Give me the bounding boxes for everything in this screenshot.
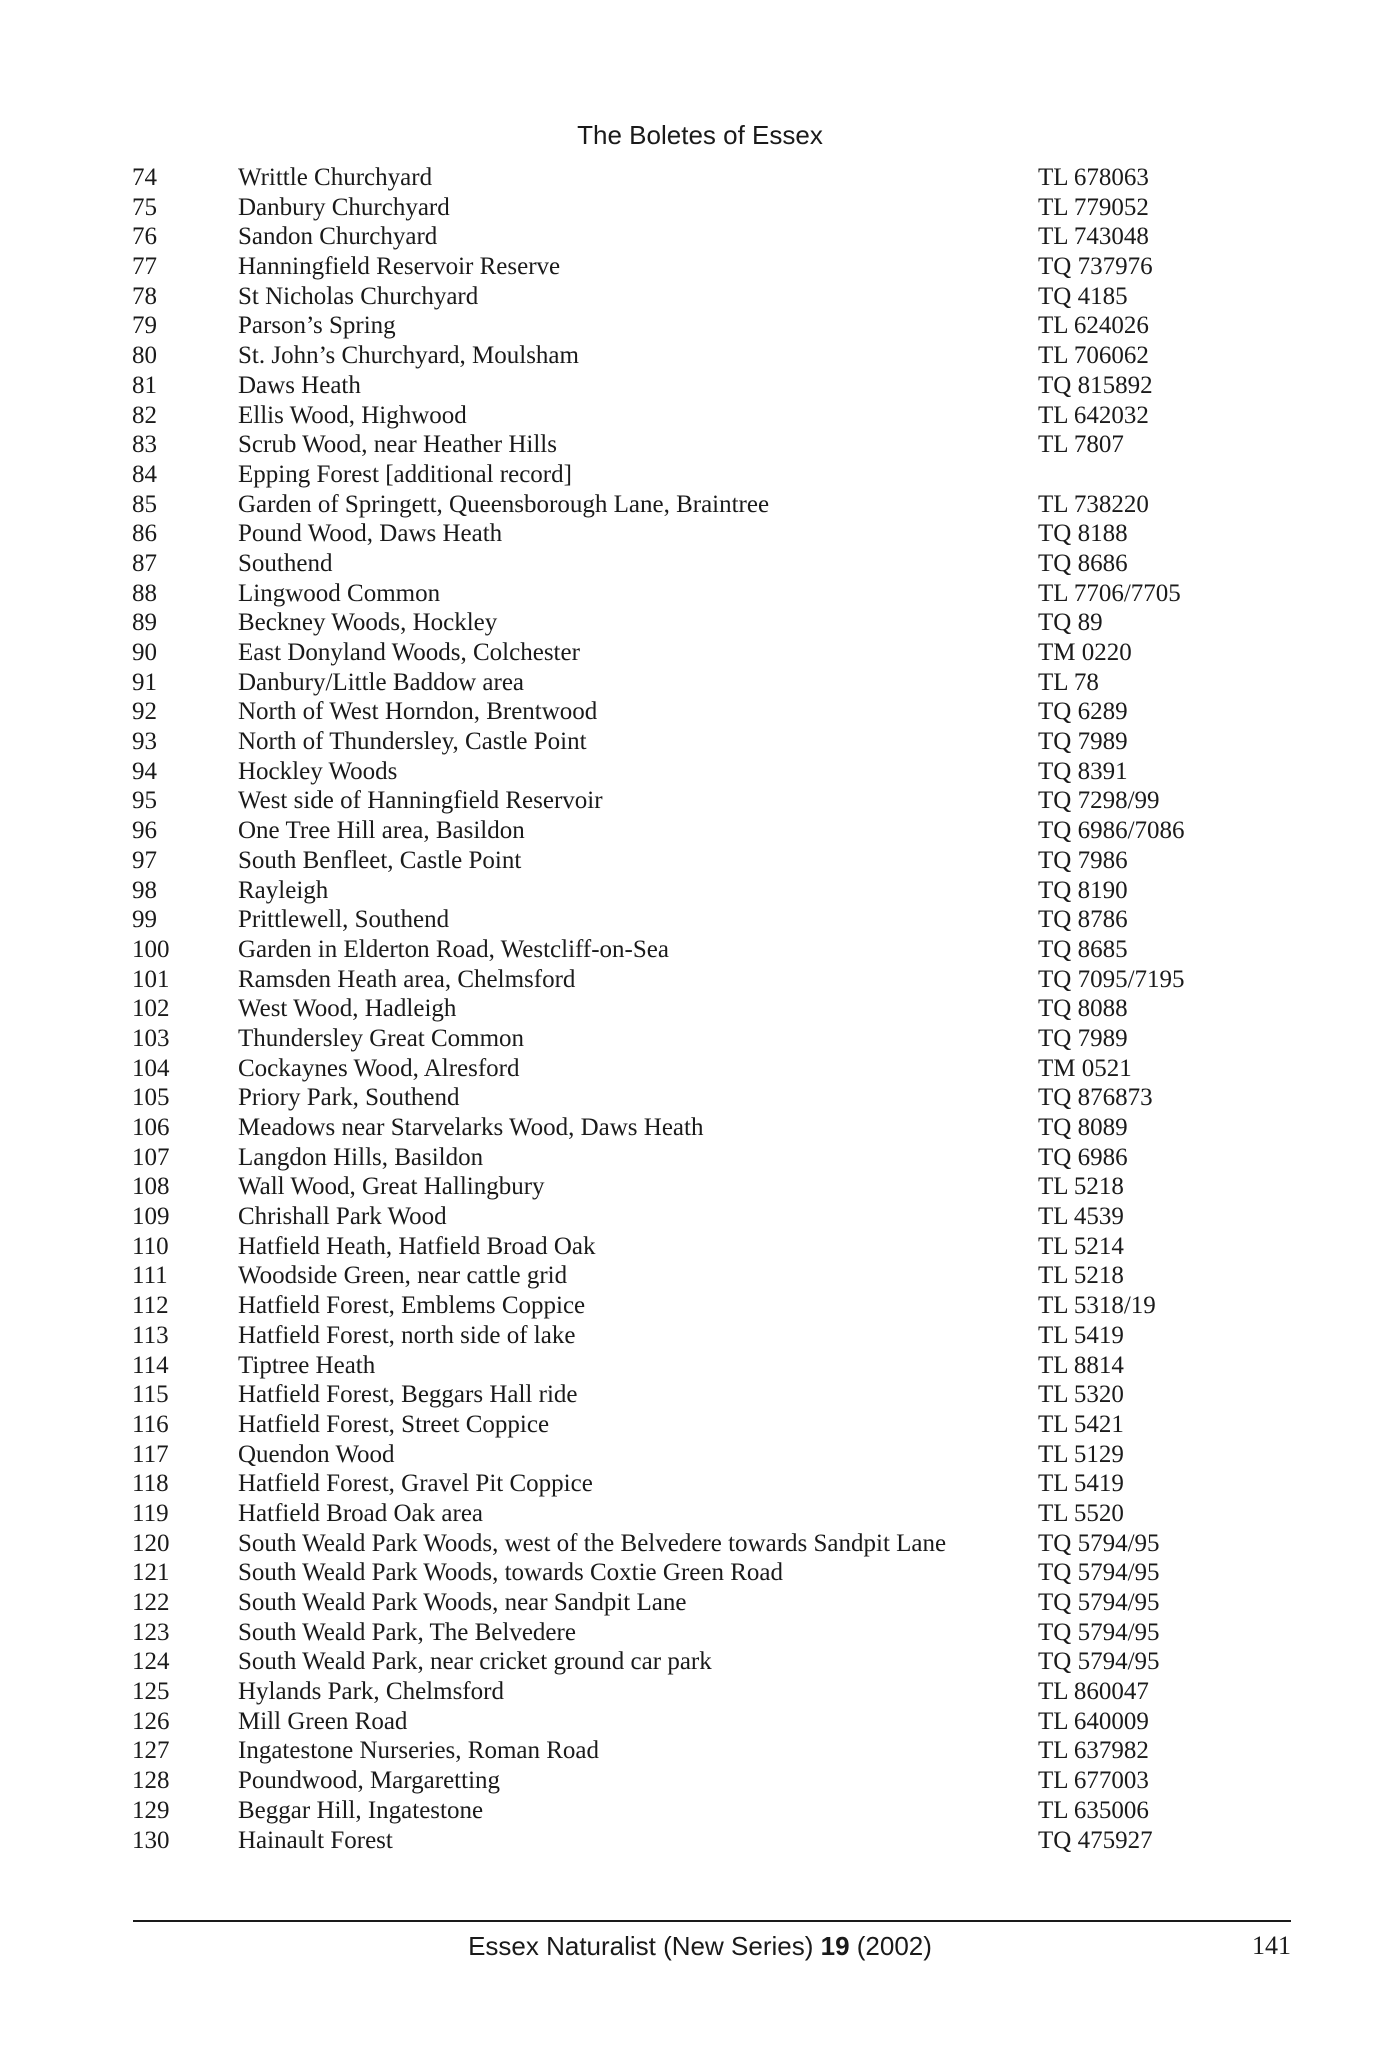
site-grid-ref: TQ 5794/95 <box>1038 1618 1160 1646</box>
site-location: Hatfield Forest, Beggars Hall ride <box>238 1381 578 1409</box>
site-number: 113 <box>132 1321 169 1349</box>
site-location: Quendon Wood <box>238 1440 395 1468</box>
site-grid-ref: TQ 8685 <box>1038 935 1128 963</box>
site-row <box>132 1172 1322 1202</box>
site-location: Hylands Park, Chelmsford <box>238 1678 504 1706</box>
site-number: 116 <box>132 1410 169 1438</box>
site-number: 119 <box>132 1499 169 1527</box>
site-location: Meadows near Starvelarks Wood, Daws Heath <box>238 1114 704 1141</box>
site-row <box>132 935 1322 965</box>
site-grid-ref: TL 5218 <box>1038 1262 1124 1290</box>
site-grid-ref: TL 5129 <box>1038 1440 1124 1468</box>
site-number: 89 <box>132 609 157 637</box>
site-number: 103 <box>132 1024 170 1052</box>
site-row <box>132 1588 1322 1618</box>
site-grid-ref: TQ 5794/95 <box>1038 1559 1160 1587</box>
site-grid-ref: TL 5421 <box>1038 1410 1124 1438</box>
site-row <box>132 876 1322 906</box>
site-number: 92 <box>132 698 157 726</box>
site-location: Thundersley Great Common <box>238 1024 525 1052</box>
site-number: 109 <box>132 1203 170 1231</box>
site-number: 93 <box>132 728 157 756</box>
site-location: Parson’s Spring <box>238 312 396 340</box>
volume-number: 19 <box>820 1931 850 1961</box>
site-row <box>132 252 1322 282</box>
site-grid-ref: TQ 6986 <box>1038 1143 1128 1171</box>
site-location: Lingwood Common <box>238 579 441 607</box>
site-location: Poundwood, Margaretting <box>238 1767 501 1795</box>
site-grid-ref: TQ 8188 <box>1038 520 1128 548</box>
site-number: 81 <box>132 371 157 399</box>
site-row <box>132 994 1322 1024</box>
site-location: Hanningfield Reservoir Reserve <box>238 253 561 281</box>
site-row <box>132 1677 1322 1707</box>
site-grid-ref: TL 706062 <box>1038 342 1149 370</box>
site-number: 76 <box>132 223 157 251</box>
site-location: Beckney Woods, Hockley <box>238 609 498 637</box>
site-row <box>132 846 1322 876</box>
site-row <box>132 1440 1322 1470</box>
site-location: South Weald Park, The Belvedere <box>238 1618 576 1646</box>
site-location: North of Thundersley, Castle Point <box>238 728 587 756</box>
site-number: 75 <box>132 193 157 221</box>
site-grid-ref: TL 640009 <box>1038 1707 1149 1735</box>
journal-name: Essex Naturalist (New Series) <box>468 1931 814 1961</box>
site-grid-ref: TL 779052 <box>1038 193 1149 221</box>
site-row <box>132 193 1322 223</box>
site-location: St Nicholas Churchyard <box>238 282 479 310</box>
site-row <box>132 371 1322 401</box>
site-number: 77 <box>132 253 157 281</box>
site-number: 102 <box>132 995 170 1023</box>
site-row <box>132 1766 1322 1796</box>
site-grid-ref: TQ 6986/7086 <box>1038 817 1185 845</box>
site-location: West Wood, Hadleigh <box>238 995 457 1023</box>
site-row <box>132 1113 1322 1143</box>
site-number: 90 <box>132 639 157 666</box>
site-location: Cockaynes Wood, Alresford <box>238 1054 520 1082</box>
site-location: One Tree Hill area, Basildon <box>238 817 525 845</box>
site-location: Hatfield Forest, Street Coppice <box>238 1410 550 1438</box>
site-grid-ref: TL 5218 <box>1038 1173 1124 1201</box>
site-location: South Benfleet, Castle Point <box>238 846 522 874</box>
site-location: Danbury/Little Baddow area <box>238 668 525 696</box>
site-number: 83 <box>132 431 157 459</box>
site-grid-ref: TQ 5794/95 <box>1038 1589 1160 1616</box>
site-location: Pound Wood, Daws Heath <box>238 520 503 548</box>
site-row <box>132 1826 1322 1856</box>
site-number: 117 <box>132 1440 169 1468</box>
site-location: Priory Park, Southend <box>238 1084 460 1112</box>
site-number: 104 <box>132 1054 170 1082</box>
site-number: 111 <box>132 1262 168 1290</box>
site-row <box>132 1321 1322 1351</box>
site-location: East Donyland Woods, Colchester <box>238 639 580 666</box>
site-number: 82 <box>132 401 157 429</box>
site-location: Ingatestone Nurseries, Roman Road <box>238 1737 600 1765</box>
site-grid-ref: TL 8814 <box>1038 1351 1124 1379</box>
site-location: West side of Hanningfield Reservoir <box>238 787 603 815</box>
site-grid-ref: TQ 89 <box>1038 609 1103 637</box>
site-grid-ref: TQ 4185 <box>1038 282 1128 310</box>
running-title: The Boletes of Essex <box>577 120 823 150</box>
site-row <box>132 311 1322 341</box>
site-row <box>132 579 1322 609</box>
site-row <box>132 757 1322 787</box>
site-row <box>132 1707 1322 1737</box>
site-grid-ref: TL 743048 <box>1038 223 1149 251</box>
site-grid-ref: TQ 5794/95 <box>1038 1648 1160 1676</box>
site-row <box>132 341 1322 371</box>
site-number: 79 <box>132 312 157 340</box>
site-row <box>132 727 1322 757</box>
site-row <box>132 1647 1322 1677</box>
site-location: Sandon Churchyard <box>238 223 438 251</box>
site-number: 123 <box>132 1618 170 1646</box>
site-grid-ref: TQ 5794/95 <box>1038 1529 1160 1557</box>
site-row <box>132 222 1322 252</box>
site-row <box>132 1529 1322 1559</box>
site-number: 97 <box>132 846 157 874</box>
site-location: Tiptree Heath <box>238 1351 376 1379</box>
footer-divider <box>133 1920 1291 1922</box>
site-grid-ref: TL 5419 <box>1038 1321 1124 1349</box>
site-location: Hatfield Forest, Emblems Coppice <box>238 1292 586 1320</box>
site-row <box>132 1380 1322 1410</box>
site-number: 99 <box>132 906 157 934</box>
site-row <box>132 519 1322 549</box>
site-location: South Weald Park, near cricket ground car park <box>238 1648 712 1676</box>
site-grid-ref: TL 5320 <box>1038 1381 1124 1409</box>
site-grid-ref: TQ 8190 <box>1038 876 1128 904</box>
site-location: South Weald Park Woods, towards Coxtie Green Road <box>238 1559 783 1587</box>
site-row <box>132 638 1322 668</box>
site-grid-ref: TQ 7298/99 <box>1038 787 1160 815</box>
site-grid-ref: TL 642032 <box>1038 401 1149 429</box>
site-number: 108 <box>132 1173 170 1201</box>
site-grid-ref: TQ 7989 <box>1038 728 1128 756</box>
journal-citation <box>0 1931 1400 1962</box>
site-grid-ref: TL 635006 <box>1038 1796 1149 1824</box>
site-number: 96 <box>132 817 157 845</box>
site-number: 127 <box>132 1737 170 1765</box>
site-number: 125 <box>132 1678 170 1706</box>
site-row <box>132 1024 1322 1054</box>
site-location: Hatfield Forest, Gravel Pit Coppice <box>238 1470 593 1498</box>
site-number: 100 <box>132 935 170 963</box>
site-location: Ellis Wood, Highwood <box>238 401 467 429</box>
site-grid-ref: TQ 8391 <box>1038 757 1128 785</box>
site-row <box>132 816 1322 846</box>
site-number: 120 <box>132 1529 170 1557</box>
site-location: Ramsden Heath area, Chelmsford <box>238 965 576 993</box>
site-grid-ref: TL 5318/19 <box>1038 1292 1156 1320</box>
site-number: 115 <box>132 1381 169 1409</box>
site-location: Danbury Churchyard <box>238 193 450 221</box>
site-number: 78 <box>132 282 157 310</box>
site-row <box>132 1558 1322 1588</box>
site-grid-ref: TL 624026 <box>1038 312 1149 340</box>
site-grid-ref: TL 5419 <box>1038 1470 1124 1498</box>
site-number: 128 <box>132 1767 170 1795</box>
site-number: 105 <box>132 1084 170 1112</box>
site-location: Hatfield Heath, Hatfield Broad Oak <box>238 1232 596 1260</box>
site-grid-ref: TQ 876873 <box>1038 1084 1153 1112</box>
site-list <box>132 163 1322 1855</box>
site-number: 85 <box>132 490 157 518</box>
site-grid-ref: TL 860047 <box>1038 1678 1149 1706</box>
site-grid-ref: TQ 8089 <box>1038 1114 1128 1141</box>
site-row <box>132 430 1322 460</box>
site-number: 86 <box>132 520 157 548</box>
site-number: 130 <box>132 1826 170 1854</box>
site-row <box>132 549 1322 579</box>
site-number: 126 <box>132 1707 170 1735</box>
site-row <box>132 1291 1322 1321</box>
site-grid-ref: TL 5214 <box>1038 1232 1124 1260</box>
site-row <box>132 608 1322 638</box>
site-location: Epping Forest [additional record] <box>238 460 572 488</box>
site-grid-ref: TL 5520 <box>1038 1499 1124 1527</box>
site-number: 107 <box>132 1143 170 1171</box>
site-grid-ref: TL 637982 <box>1038 1737 1149 1765</box>
site-row <box>132 1232 1322 1262</box>
site-row <box>132 1083 1322 1113</box>
publication-year: (2002) <box>856 1931 932 1961</box>
site-grid-ref: TL 78 <box>1038 668 1099 696</box>
site-row <box>132 668 1322 698</box>
page-number: 141 <box>1252 1931 1291 1960</box>
site-number: 91 <box>132 668 157 696</box>
site-location: Hockley Woods <box>238 757 398 785</box>
site-location: South Weald Park Woods, near Sandpit Lane <box>238 1589 687 1616</box>
site-row <box>132 1736 1322 1766</box>
site-row <box>132 1410 1322 1440</box>
site-grid-ref: TQ 8786 <box>1038 906 1128 934</box>
site-number: 121 <box>132 1559 170 1587</box>
site-row <box>132 1054 1322 1084</box>
site-row <box>132 1469 1322 1499</box>
site-row <box>132 460 1322 490</box>
site-location: Garden in Elderton Road, Westcliff-on-Sea <box>238 935 669 963</box>
site-location: Hatfield Forest, north side of lake <box>238 1321 576 1349</box>
site-location: Woodside Green, near cattle grid <box>238 1262 568 1290</box>
site-location: Hainault Forest <box>238 1826 393 1854</box>
site-location: South Weald Park Woods, west of the Belvedere towards Sandpit Lane <box>238 1529 947 1557</box>
site-grid-ref: TQ 8686 <box>1038 549 1128 577</box>
site-grid-ref: TQ 7986 <box>1038 846 1128 874</box>
site-row <box>132 1261 1322 1291</box>
site-location: Southend <box>238 549 333 577</box>
site-grid-ref: TQ 475927 <box>1038 1826 1153 1854</box>
site-row <box>132 1499 1322 1529</box>
site-number: 122 <box>132 1589 170 1616</box>
site-location: Rayleigh <box>238 876 329 904</box>
site-location: Mill Green Road <box>238 1707 408 1735</box>
site-number: 95 <box>132 787 157 815</box>
site-row <box>132 1618 1322 1648</box>
site-number: 88 <box>132 579 157 607</box>
site-row <box>132 1796 1322 1826</box>
site-location: Wall Wood, Great Hallingbury <box>238 1173 545 1201</box>
site-row <box>132 490 1322 520</box>
site-row <box>132 786 1322 816</box>
site-location: Daws Heath <box>238 371 361 399</box>
site-number: 80 <box>132 342 157 370</box>
site-number: 114 <box>132 1351 169 1379</box>
site-row <box>132 401 1322 431</box>
site-row <box>132 965 1322 995</box>
site-grid-ref: TL 4539 <box>1038 1203 1124 1231</box>
site-grid-ref: TM 0220 <box>1038 639 1132 666</box>
site-grid-ref: TQ 737976 <box>1038 253 1153 281</box>
site-number: 129 <box>132 1796 170 1824</box>
site-number: 106 <box>132 1114 170 1141</box>
site-grid-ref: TL 7807 <box>1038 431 1124 459</box>
site-number: 94 <box>132 757 157 785</box>
site-row <box>132 282 1322 312</box>
site-location: Beggar Hill, Ingatestone <box>238 1796 484 1824</box>
site-number: 87 <box>132 549 157 577</box>
site-location: Writtle Churchyard <box>238 164 433 191</box>
site-number: 84 <box>132 460 157 488</box>
site-number: 118 <box>132 1470 169 1498</box>
site-grid-ref: TL 678063 <box>1038 164 1149 191</box>
site-location: Hatfield Broad Oak area <box>238 1499 484 1527</box>
site-row <box>132 1143 1322 1173</box>
site-number: 112 <box>132 1292 169 1320</box>
site-grid-ref: TQ 815892 <box>1038 371 1153 399</box>
site-number: 98 <box>132 876 157 904</box>
site-row <box>132 697 1322 727</box>
site-grid-ref: TQ 8088 <box>1038 995 1128 1023</box>
site-number: 101 <box>132 965 170 993</box>
site-grid-ref: TL 677003 <box>1038 1767 1149 1795</box>
site-grid-ref: TQ 7095/7195 <box>1038 965 1185 993</box>
site-row <box>132 163 1322 193</box>
site-row <box>132 905 1322 935</box>
site-location: Prittlewell, Southend <box>238 906 450 934</box>
site-number: 124 <box>132 1648 170 1676</box>
site-location: Garden of Springett, Queensborough Lane, Braintree <box>238 490 770 518</box>
site-location: Scrub Wood, near Heather Hills <box>238 431 557 459</box>
site-number: 74 <box>132 164 157 191</box>
site-row <box>132 1351 1322 1381</box>
site-location: St. John’s Churchyard, Moulsham <box>238 342 579 370</box>
site-number: 110 <box>132 1232 169 1260</box>
site-grid-ref: TQ 6289 <box>1038 698 1128 726</box>
site-grid-ref: TL 7706/7705 <box>1038 579 1181 607</box>
site-row <box>132 1202 1322 1232</box>
site-grid-ref: TM 0521 <box>1038 1054 1132 1082</box>
site-location: North of West Horndon, Brentwood <box>238 698 598 726</box>
site-location: Chrishall Park Wood <box>238 1203 447 1231</box>
site-grid-ref: TL 738220 <box>1038 490 1149 518</box>
site-grid-ref: TQ 7989 <box>1038 1024 1128 1052</box>
site-location: Langdon Hills, Basildon <box>238 1143 484 1171</box>
